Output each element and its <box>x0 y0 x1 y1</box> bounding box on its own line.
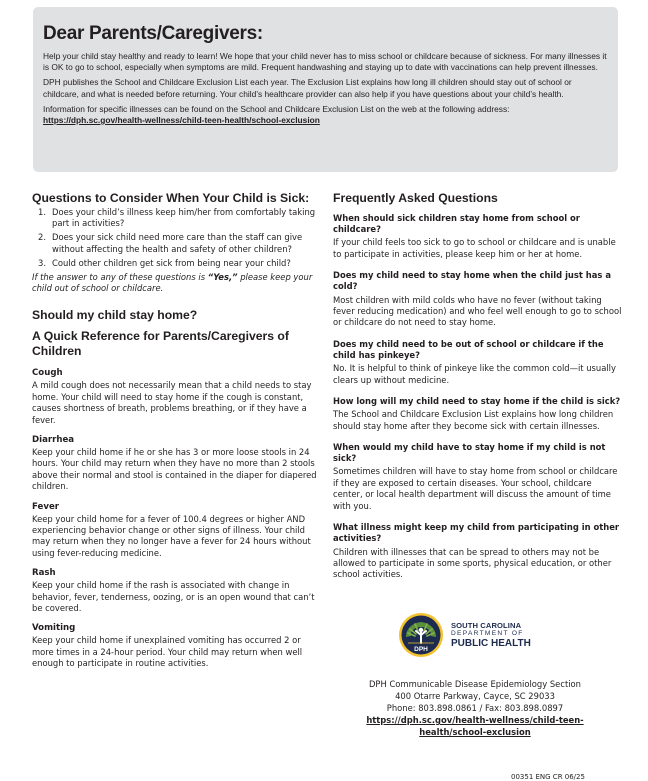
question-text: Does your child’s illness keep him/her from comfortably taking part in activities? <box>52 207 316 229</box>
questions-note-suffix: please keep your child out of school or childcare. <box>32 271 313 293</box>
questions-title: Questions to Consider When Your Child is Sick: <box>32 191 310 205</box>
reference-title: Should my child stay home? <box>32 308 198 323</box>
intro-paragraph-2: DPH publishes the School and Childcare Exclusion List each year. The Exclusion List explains how long ill children should stay out of school or childcare, and what is needed before returning. Your child’s healthcare provider can also help if you have questions about your child’s health. <box>43 77 572 99</box>
question-number: 3. <box>38 257 46 268</box>
question-item <box>32 258 322 269</box>
faq-answer: Most children with mild colds who have no fever (without taking fever reducing medication) and who feel well enough to go to school or childcare do not need to stay home. <box>333 294 622 328</box>
questions-list <box>32 207 322 269</box>
intro-paragraph-3 <box>43 104 608 126</box>
question-number: 1. <box>38 207 46 217</box>
questions-note-yes: “Yes,” <box>207 271 238 282</box>
question-text: Does your sick child need more care than the staff can give without affecting the health and safety of other children? <box>52 232 303 254</box>
faq-item <box>333 339 623 386</box>
symptom-vomiting <box>32 623 322 669</box>
faq-item <box>333 270 623 329</box>
symptom-diarrhea <box>32 435 322 493</box>
faq-question: What illness might keep my child from participating in other activities? <box>333 522 620 544</box>
symptom-title: Vomiting <box>32 623 76 634</box>
faq-answer: If your child feels too sick to go to school or childcare and is unable to participate in activities, please keep him or her at home. <box>333 237 616 259</box>
symptom-text: A mild cough does not necessarily mean that a child needs to stay home. Your child will need to stay home if the cough is constant, causes shortness of breath, problems breathing, or if they have a fever. <box>32 380 312 425</box>
question-item <box>32 207 322 230</box>
contact-footer <box>325 678 625 738</box>
faq-question: When should sick children stay home from school or childcare? <box>333 213 580 235</box>
symptom-text: Keep your child home if unexplained vomiting has occurred 2 or more times in a 24-hour period. Your child may return when well enough to participate in routine activities. <box>32 635 303 669</box>
questions-note-prefix: If the answer to any of these questions is <box>32 271 208 282</box>
symptom-title: Cough <box>32 368 63 379</box>
question-item <box>32 232 322 255</box>
symptom-title: Fever <box>32 501 60 512</box>
right-column <box>333 191 623 581</box>
logo-text <box>451 621 531 649</box>
symptom-text: Keep your child home for a fever of 100.4 degrees or higher AND experiencing behavior change or other signs of illness. Your child may return when they no longer have a fever for 24 hours without using fever-reducing medicine. <box>32 513 311 558</box>
reference-subtitle: A Quick Reference for Parents/Caregivers of Children <box>32 329 289 359</box>
left-column <box>32 191 322 670</box>
faq-question: Does my child need to be out of school or childcare if the child has pinkeye? <box>333 338 604 361</box>
faq-answer: Children with illnesses that can be spread to others may not be allowed to participate in some sports, physical education, or other school activities. <box>333 546 612 580</box>
dph-logo <box>398 612 531 658</box>
footer-exclusion-link[interactable]: https://dph.sc.gov/health-wellness/child-teen-health/school-exclusion <box>366 715 584 737</box>
intro-title: Dear Parents/Caregivers: <box>43 23 263 44</box>
logo-line-3: PUBLIC HEALTH <box>451 638 531 649</box>
footer-phone: Phone: 803.898.0861 / Fax: 803.898.0897 <box>386 703 564 713</box>
symptom-cough <box>32 368 322 426</box>
faq-answer: No. It is helpful to think of pinkeye like the common cold—it usually clears up without medicine. <box>333 363 616 385</box>
symptom-text: Keep your child home if he or she has 3 or more loose stools in 24 hours. Your child may return when they have no more than 2 stools above their normal and stool is contained in the diaper for diapered children. <box>32 446 317 492</box>
faq-answer: The School and Childcare Exclusion List explains how long children should stay home after they become sick with certain illnesses. <box>333 409 614 431</box>
dph-tree-logo-icon <box>398 612 444 658</box>
symptom-title: Diarrhea <box>32 434 75 445</box>
questions-note <box>32 272 322 295</box>
footer-section-name: DPH Communicable Disease Epidemiology Section <box>368 679 581 689</box>
exclusion-list-link[interactable]: https://dph.sc.gov/health-wellness/child-teen-health/school-exclusion <box>43 115 320 126</box>
document-code: 00351 ENG CR 06/25 <box>511 773 585 781</box>
footer-address: 400 Otarre Parkway, Cayce, SC 29033 <box>395 691 555 701</box>
faq-question: How long will my child need to stay home if the child is sick? <box>333 396 621 407</box>
question-text: Could other children get sick from being near your child? <box>52 257 291 268</box>
faq-question: Does my child need to stay home when the child just has a cold? <box>333 270 611 292</box>
svg-text:DPH: DPH <box>414 646 428 653</box>
symptom-title: Rash <box>32 568 56 579</box>
faq-question: When would my child have to stay home if my child is not sick? <box>333 442 606 464</box>
question-number: 2. <box>38 232 46 243</box>
faq-item <box>333 396 623 432</box>
faq-title: Frequently Asked Questions <box>333 191 498 205</box>
logo-line-1: SOUTH CAROLINA <box>451 621 522 630</box>
symptom-fever <box>32 502 322 560</box>
symptom-rash <box>32 568 322 614</box>
intro-box <box>33 7 618 172</box>
logo-line-2: DEPARTMENT OF <box>451 630 524 637</box>
intro-paragraph-1: Help your child stay healthy and ready to learn! We hope that your child never has to miss school or childcare because of sickness. For many illnesses it is OK to go to school, especially when symptoms are mild. Frequent handwashing and staying up to date with vaccinations can help prevent illnesses. <box>43 51 607 73</box>
faq-item <box>333 213 623 260</box>
intro-paragraph-3-text: Information for specific illnesses can be found on the School and Childcare Exclusion List on the web at the following address: <box>43 103 510 114</box>
faq-answer: Sometimes children will have to stay home from school or childcare if they are exposed to certain diseases. Your school, childcare center, or local health department will discuss the amount of time with you. <box>333 466 618 511</box>
symptom-text: Keep your child home if the rash is associated with change in behavior, fever, tenderness, oozing, or is an open wound that can’t be covered. <box>32 580 315 614</box>
faq-item <box>333 522 623 581</box>
faq-item <box>333 442 623 512</box>
